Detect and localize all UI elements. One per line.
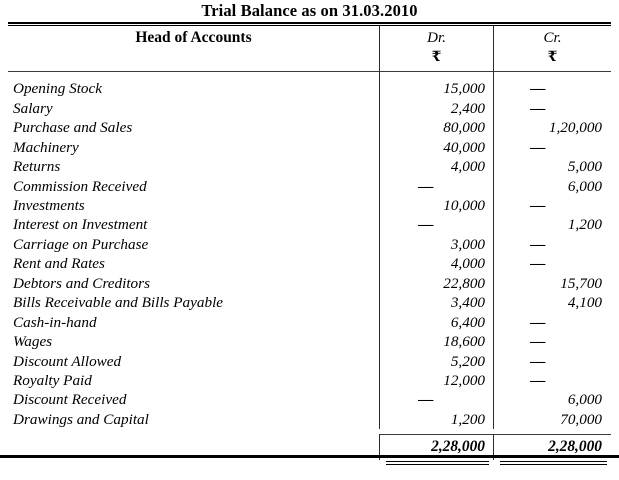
debit-amount: 4,000 bbox=[450, 255, 485, 273]
debit-amount: 6,400 bbox=[450, 313, 485, 331]
debit-amount: 10,000 bbox=[443, 197, 485, 215]
debit-amount: 18,600 bbox=[443, 333, 485, 351]
total-debit-double-rule bbox=[386, 461, 489, 465]
credit-amount: 6,000 bbox=[567, 391, 602, 409]
debit-amount: 2,400 bbox=[450, 99, 485, 117]
account-name: Opening Stock bbox=[13, 80, 102, 98]
table-row bbox=[8, 79, 611, 98]
account-name: Carriage on Purchase bbox=[13, 235, 149, 253]
credit-amount: 4,100 bbox=[567, 294, 602, 312]
table-row bbox=[8, 215, 611, 234]
page-title: Trial Balance as on 31.03.2010 bbox=[201, 1, 418, 20]
credit-amount: — bbox=[530, 99, 545, 117]
total-debit: 2,28,000 bbox=[431, 438, 485, 456]
account-name: Interest on Investment bbox=[13, 216, 148, 234]
table-row bbox=[8, 254, 611, 273]
table-row bbox=[8, 196, 611, 215]
debit-amount: — bbox=[418, 177, 433, 195]
credit-amount: — bbox=[530, 80, 545, 98]
account-name: Returns bbox=[13, 158, 61, 176]
credit-amount: 70,000 bbox=[560, 410, 602, 428]
column-header-debit-label: Dr. bbox=[427, 30, 446, 47]
credit-amount: 6,000 bbox=[567, 177, 602, 195]
debit-amount: — bbox=[418, 391, 433, 409]
debit-amount: 3,000 bbox=[450, 235, 485, 253]
debit-amount: — bbox=[418, 216, 433, 234]
credit-amount: — bbox=[530, 235, 545, 253]
table-bottom-rule bbox=[0, 455, 619, 458]
account-name: Commission Received bbox=[13, 177, 147, 195]
column-header-credit bbox=[494, 26, 611, 65]
table-row bbox=[8, 274, 611, 293]
account-name: Debtors and Creditors bbox=[13, 274, 150, 292]
account-name: Cash-in-hand bbox=[13, 313, 97, 331]
debit-amount: 1,200 bbox=[450, 410, 485, 428]
table-row bbox=[8, 410, 611, 429]
column-header-credit-label: Cr. bbox=[543, 30, 562, 47]
table-grid bbox=[8, 26, 611, 460]
credit-amount: — bbox=[530, 352, 545, 370]
table-body bbox=[8, 72, 611, 429]
table-row bbox=[8, 177, 611, 196]
debit-amount: 5,200 bbox=[450, 352, 485, 370]
rupee-icon: ₹ bbox=[547, 50, 558, 66]
credit-amount: — bbox=[530, 197, 545, 215]
account-name: Purchase and Sales bbox=[13, 119, 133, 137]
account-name: Discount Received bbox=[13, 391, 127, 409]
debit-amount: 80,000 bbox=[443, 119, 485, 137]
account-name: Discount Allowed bbox=[13, 352, 122, 370]
table-row bbox=[8, 118, 611, 137]
trial-balance-table bbox=[8, 22, 611, 460]
debit-amount: 22,800 bbox=[443, 274, 485, 292]
account-name: Salary bbox=[13, 99, 53, 117]
table-row bbox=[8, 138, 611, 157]
account-name: Rent and Rates bbox=[13, 255, 105, 273]
table-row bbox=[8, 157, 611, 176]
account-name: Royalty Paid bbox=[13, 371, 92, 389]
debit-amount: 15,000 bbox=[443, 80, 485, 98]
credit-amount: 1,200 bbox=[567, 216, 602, 234]
debit-amount: 40,000 bbox=[443, 138, 485, 156]
table-row bbox=[8, 235, 611, 254]
credit-amount: — bbox=[530, 333, 545, 351]
account-name: Machinery bbox=[13, 138, 79, 156]
column-header-debit bbox=[380, 26, 493, 65]
credit-amount: 5,000 bbox=[567, 158, 602, 176]
credit-amount: — bbox=[530, 138, 545, 156]
total-credit: 2,28,000 bbox=[548, 438, 602, 456]
account-name: Drawings and Capital bbox=[13, 410, 149, 428]
credit-amount: 15,700 bbox=[560, 274, 602, 292]
credit-amount: — bbox=[530, 371, 545, 389]
table-row bbox=[8, 371, 611, 390]
total-credit-double-rule bbox=[500, 461, 607, 465]
table-row bbox=[8, 332, 611, 351]
debit-amount: 12,000 bbox=[443, 371, 485, 389]
table-header-row bbox=[8, 26, 611, 71]
rupee-icon: ₹ bbox=[431, 50, 442, 66]
account-name: Bills Receivable and Bills Payable bbox=[13, 294, 224, 312]
credit-amount: — bbox=[530, 255, 545, 273]
table-row bbox=[8, 352, 611, 371]
credit-amount: — bbox=[530, 313, 545, 331]
table-row bbox=[8, 390, 611, 409]
table-row bbox=[8, 293, 611, 312]
debit-amount: 4,000 bbox=[450, 158, 485, 176]
credit-amount: 1,20,000 bbox=[548, 119, 602, 137]
debit-amount: 3,400 bbox=[450, 294, 485, 312]
table-row bbox=[8, 313, 611, 332]
account-name: Wages bbox=[13, 333, 53, 351]
account-name: Investments bbox=[13, 197, 85, 215]
table-row bbox=[8, 99, 611, 118]
column-header-head-of-accounts: Head of Accounts bbox=[135, 29, 252, 47]
